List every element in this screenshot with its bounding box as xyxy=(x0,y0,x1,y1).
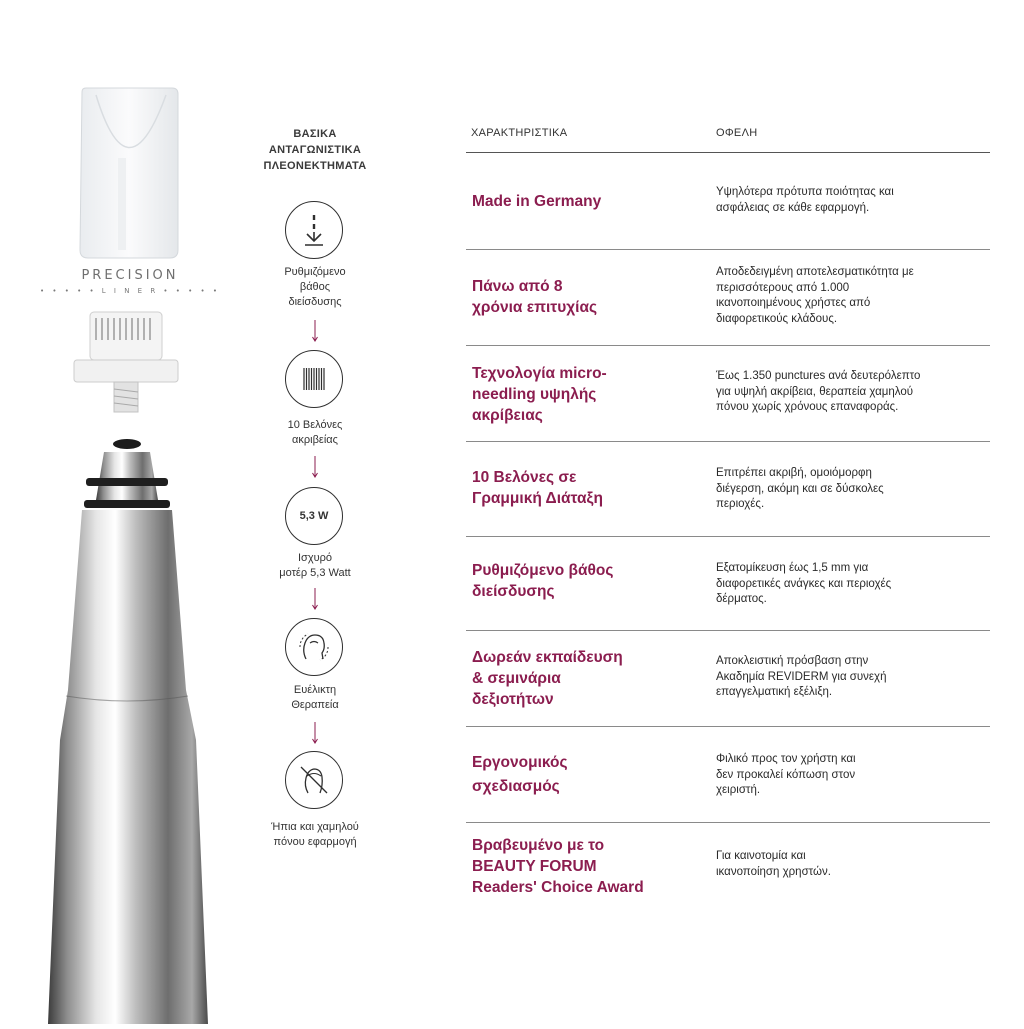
table-rule xyxy=(466,822,990,823)
feature-beauty-forum-award: Βραβευμένο με το BEAUTY FORUM Readers' Choice Award xyxy=(472,837,644,896)
table-rule xyxy=(466,726,990,727)
depth-arrow-icon xyxy=(285,201,343,259)
pen-body-shape xyxy=(48,510,208,1024)
table-rule xyxy=(466,536,990,537)
advantages-title: ΒΑΣΙΚΑ ΑΝΤΑΓΩΝΙΣΤΙΚΑ ΠΛΕΟΝΕΚΤΗΜΑΤΑ xyxy=(263,128,367,172)
down-arrow-icon xyxy=(310,588,320,610)
benefit-micro-needling: Έως 1.350 punctures ανά δευτερόλεπτο για υψηλή ακρίβεια, θεραπεία χαμηλού πόνου χωρίς χρόνους επαναφοράς. xyxy=(716,370,921,413)
advantage-label-depth: Ρυθμιζόμενο βάθος διείσδυσης xyxy=(284,266,346,308)
benefit-ergonomic-design: Φιλικό προς τον χρήστη και δεν προκαλεί κόπωση στον χειριστή. xyxy=(716,753,856,796)
benefit-10-needles: Επιτρέπει ακριβή, ομοιόμορφη διέγερση, ακόμη και σε δύσκολες περιοχές. xyxy=(716,467,884,510)
pen-device-image xyxy=(0,0,240,1024)
table-rule xyxy=(466,345,990,346)
benefit-beauty-forum-award: Για καινοτομία και ικανοποίηση χρηστών. xyxy=(716,850,831,878)
benefit-free-training: Αποκλειστική πρόσβαση στην Ακαδημία REVIDERM για συνεχή επαγγελματική εξέλιξη. xyxy=(716,655,887,698)
column-header-features: ΧΑΡΑΚΤΗΡΙΣΤΙΚΑ xyxy=(471,127,568,139)
benefit-8-years: Αποδεδειγμένη αποτελεσματικότητα με περισσότερους από 1.000 ικανοποιημένους χρήστες από διαφορετικούς κλάδους. xyxy=(716,266,914,325)
cap-shape xyxy=(80,88,178,258)
column-header-benefits: ΟΦΕΛΗ xyxy=(716,127,758,139)
brand-logo-line2: • • • • • L I N E R • • • • • xyxy=(40,287,220,295)
feature-free-training: Δωρεάν εκπαίδευση & σεμινάρια δεξιοτήτων xyxy=(472,649,623,708)
benefit-made-in-germany: Υψηλότερα πρότυπα ποιότητας και ασφάλειας σε κάθε εφαρμογή. xyxy=(716,186,894,214)
face-no-pain-icon xyxy=(285,751,343,809)
feature-10-needles: 10 Βελόνες σε Γραμμική Διάταξη xyxy=(472,469,603,507)
pen-tip-shape xyxy=(96,452,158,500)
power-badge-text: 5,3 W xyxy=(299,510,329,522)
advantage-label-gentle: Ήπια και χαμηλού πόνου εφαρμογή xyxy=(271,821,359,848)
power-badge-icon xyxy=(285,487,343,545)
benefit-adjustable-depth: Εξατομίκευση έως 1,5 mm για διαφορετικές ανάγκες και περιοχές δέρματος. xyxy=(716,562,892,605)
table-rule xyxy=(466,441,990,442)
brand-logo-line1: PRECISION xyxy=(81,268,179,283)
advantage-label-flexible: Ευέλικτη Θεραπεία xyxy=(291,684,339,711)
table-rule xyxy=(466,152,990,153)
feature-made-in-germany: Made in Germany xyxy=(472,193,602,210)
down-arrow-icon xyxy=(310,320,320,342)
face-flexible-icon xyxy=(285,618,343,676)
table-rule xyxy=(466,249,990,250)
feature-micro-needling: Τεχνολογία micro- needling υψηλής ακρίβειας xyxy=(472,365,607,424)
feature-ergonomic-design: Εργονομικός σχεδιασμός xyxy=(472,754,568,795)
needles-icon xyxy=(285,350,343,408)
device-illustration xyxy=(0,0,240,1024)
advantage-label-motor: Ισχυρό μοτέρ 5,3 Watt xyxy=(279,552,351,579)
feature-adjustable-depth: Ρυθμιζόμενο βάθος διείσδυσης xyxy=(472,562,614,600)
table-rule xyxy=(466,630,990,631)
advantage-label-needles: 10 Βελόνες ακριβείας xyxy=(287,419,343,446)
feature-8-years: Πάνω από 8 χρόνια επιτυχίας xyxy=(472,278,598,316)
down-arrow-icon xyxy=(310,456,320,478)
down-arrow-icon xyxy=(310,722,320,744)
